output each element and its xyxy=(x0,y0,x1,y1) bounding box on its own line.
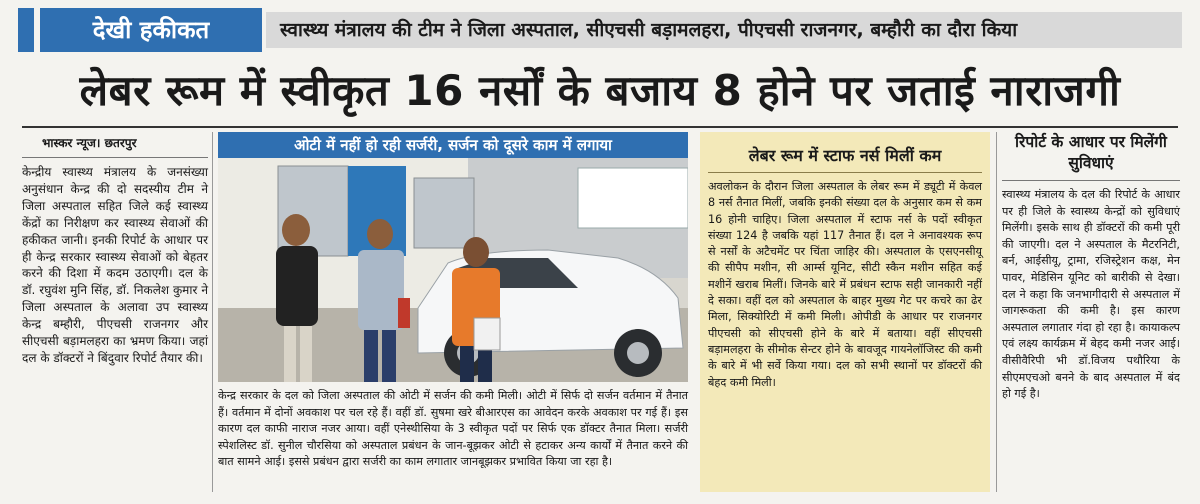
column-2 xyxy=(218,132,688,500)
kicker-label: देखी हकीकत xyxy=(40,8,262,52)
sidebar-box xyxy=(700,132,990,492)
column-1 xyxy=(22,132,208,500)
sidebar-heading: लेबर रूम में स्टाफ नर्स मिलीं कम xyxy=(708,138,982,173)
news-photo xyxy=(218,158,688,382)
sidebar-body: अवलोकन के दौरान जिला अस्पताल के लेबर रूम में ड्यूटी में केवल 8 नर्स तैनात मिलीं, जबकि इनकी संख्या दल के अनुसार कम से कम 16 होनी चाहिए। जिला अस्पताल में स्टाफ नर्स के पदों स्वीकृत संख्या 124 है जबकि यहां 117 तैनात हैं। दल ने अनावश्यक रूप से नर्सों के अटैचमेंट पर चिंता जाहिर की। अस्पताल के एसएनसीयू की सीपैप मशीन, सी आर्म्स यूनिट, सीटी स्कैन मशीन सहित कई मशीनें खराब मिलीं। जिनके बारे में प्रबंधन स्टाफ सही जानकारी नहीं दे सका। वहीं दल को अस्पताल के बाहर मुख्य गेट पर कचरे का ढेर मिला, सिक्योरिटी में कमी मिली। ओपीडी के आधार पर राजनगर पीएचसी को सीएचसी होने के बारे में बताया। वहीं सीएचसी बड़ामलहरा के सीमोक सेन्टर होने के बावजूद गायनेलॉजिस्ट की कमी के बारे में भी सर्वे किया गया। दल को सभी स्थानों पर डॉक्टरों की बेहद कमी मिली। xyxy=(708,180,982,389)
headline-rule xyxy=(22,126,1178,128)
column-1-body: केन्द्रीय स्वास्थ्य मंत्रालय के जनसंख्या अनुसंधान केन्द्र की दो सदस्यीय टीम ने जिला अस्पताल सहित जिले कई स्वास्थ्य केंद्रों का निरीक्षण कर स्वास्थ्य सेवाओं की हकीकत जानी। इनकी रिपोर्ट के आधार पर ही केन्द्र सरकार स्वास्थ्य सेवाओं को बेहतर करने की दिशा में कदम उठाएगी। दल के डॉ. रघुवंश मुनि सिंह, डॉ. निकलेश कुमार ने जिला अस्पताल के अलावा उप स्वास्थ्य केन्द्र बम्हौरी, पीएचसी राजनगर और सीएचसी बड़ामलहरा का भ्रमण किया। जहां दल के डॉक्टरों ने बिंदुवार रिपोर्ट तैयार की। xyxy=(22,165,208,365)
column-4-heading: रिपोर्ट के आधार पर मिलेंगी सुविधाएं xyxy=(1002,132,1180,181)
column-4 xyxy=(1002,132,1180,500)
photo-illustration xyxy=(218,158,688,382)
kicker-accent xyxy=(18,8,34,52)
subheadline: स्वास्थ्य मंत्रालय की टीम ने जिला अस्पताल, सीएचसी बड़ामलहरा, पीएचसी राजनगर, बम्हौरी का दौरा किया xyxy=(266,12,1182,48)
headline: लेबर रूम में स्वीकृत 16 नर्सों के बजाय 8 होने पर जताई नाराजगी xyxy=(79,66,1121,115)
column-4-body: स्वास्थ्य मंत्रालय के दल की रिपोर्ट के आधार पर ही जिले के स्वास्थ्य केन्द्रों को सुविधाएं मिलेंगी। इसके साथ ही डॉक्टरों की कमी पूरी की जाएगी। दल ने अस्पताल के मैटरनिटी, बर्न, आईसीयू, ट्रामा, रजिस्ट्रेशन कक्ष, मेन पावर, मेडिसिन यूनिट को बारीकी से देखा। दल ने कहा कि जनभागीदारी से अस्पताल में जागरूकता की कमी है। इस कारण अस्पताल लगातार गंदा हो रहा है। कायाकल्प एवं लक्ष्य कार्यक्रम में बेहद कमी नजर आई। वीसीवैरिपी भी डॉ.विजय पथौरिया के सीएमएचओ बनने के बाद अस्पताल में बंद हो गई है। xyxy=(1002,188,1180,401)
column-divider xyxy=(212,132,213,492)
column-divider xyxy=(996,132,997,492)
top-strip xyxy=(0,8,1200,52)
column-2-body: केन्द्र सरकार के दल को जिला अस्पताल की ओटी में सर्जन की कमी मिली। ओटी में सिर्फ दो सर्जन वर्तमान में तैनात हैं। वर्तमान में दोनों अवकाश पर चल रहे हैं। वहीं डॉ. सुषमा खरे बीआरएस का आवेदन करके अवकाश पर गई हैं। इस कारण दल काफी नाराज नजर आया। वहीं एनेस्थीसिया के 3 स्वीकृत पदों पर सिर्फ एक डॉक्टर तैनात मिला। सर्जरी स्पेशलिस्ट डॉ. सुनील चौरसिया को अस्पताल प्रबंधन के जान-बूझकर ओटी से हटाकर अन्य कार्यों में तैनात करने की बात सामने आई। इससे प्रबंधन द्वारा सर्जरी का काम लगातार जानबूझकर प्रभावित किया जा रहा है। xyxy=(218,389,688,469)
dateline: भास्कर न्यूज। छतरपुर xyxy=(22,132,208,158)
photo-caption: ओटी में नहीं हो रही सर्जरी, सर्जन को दूसरे काम में लगाया xyxy=(218,132,688,158)
